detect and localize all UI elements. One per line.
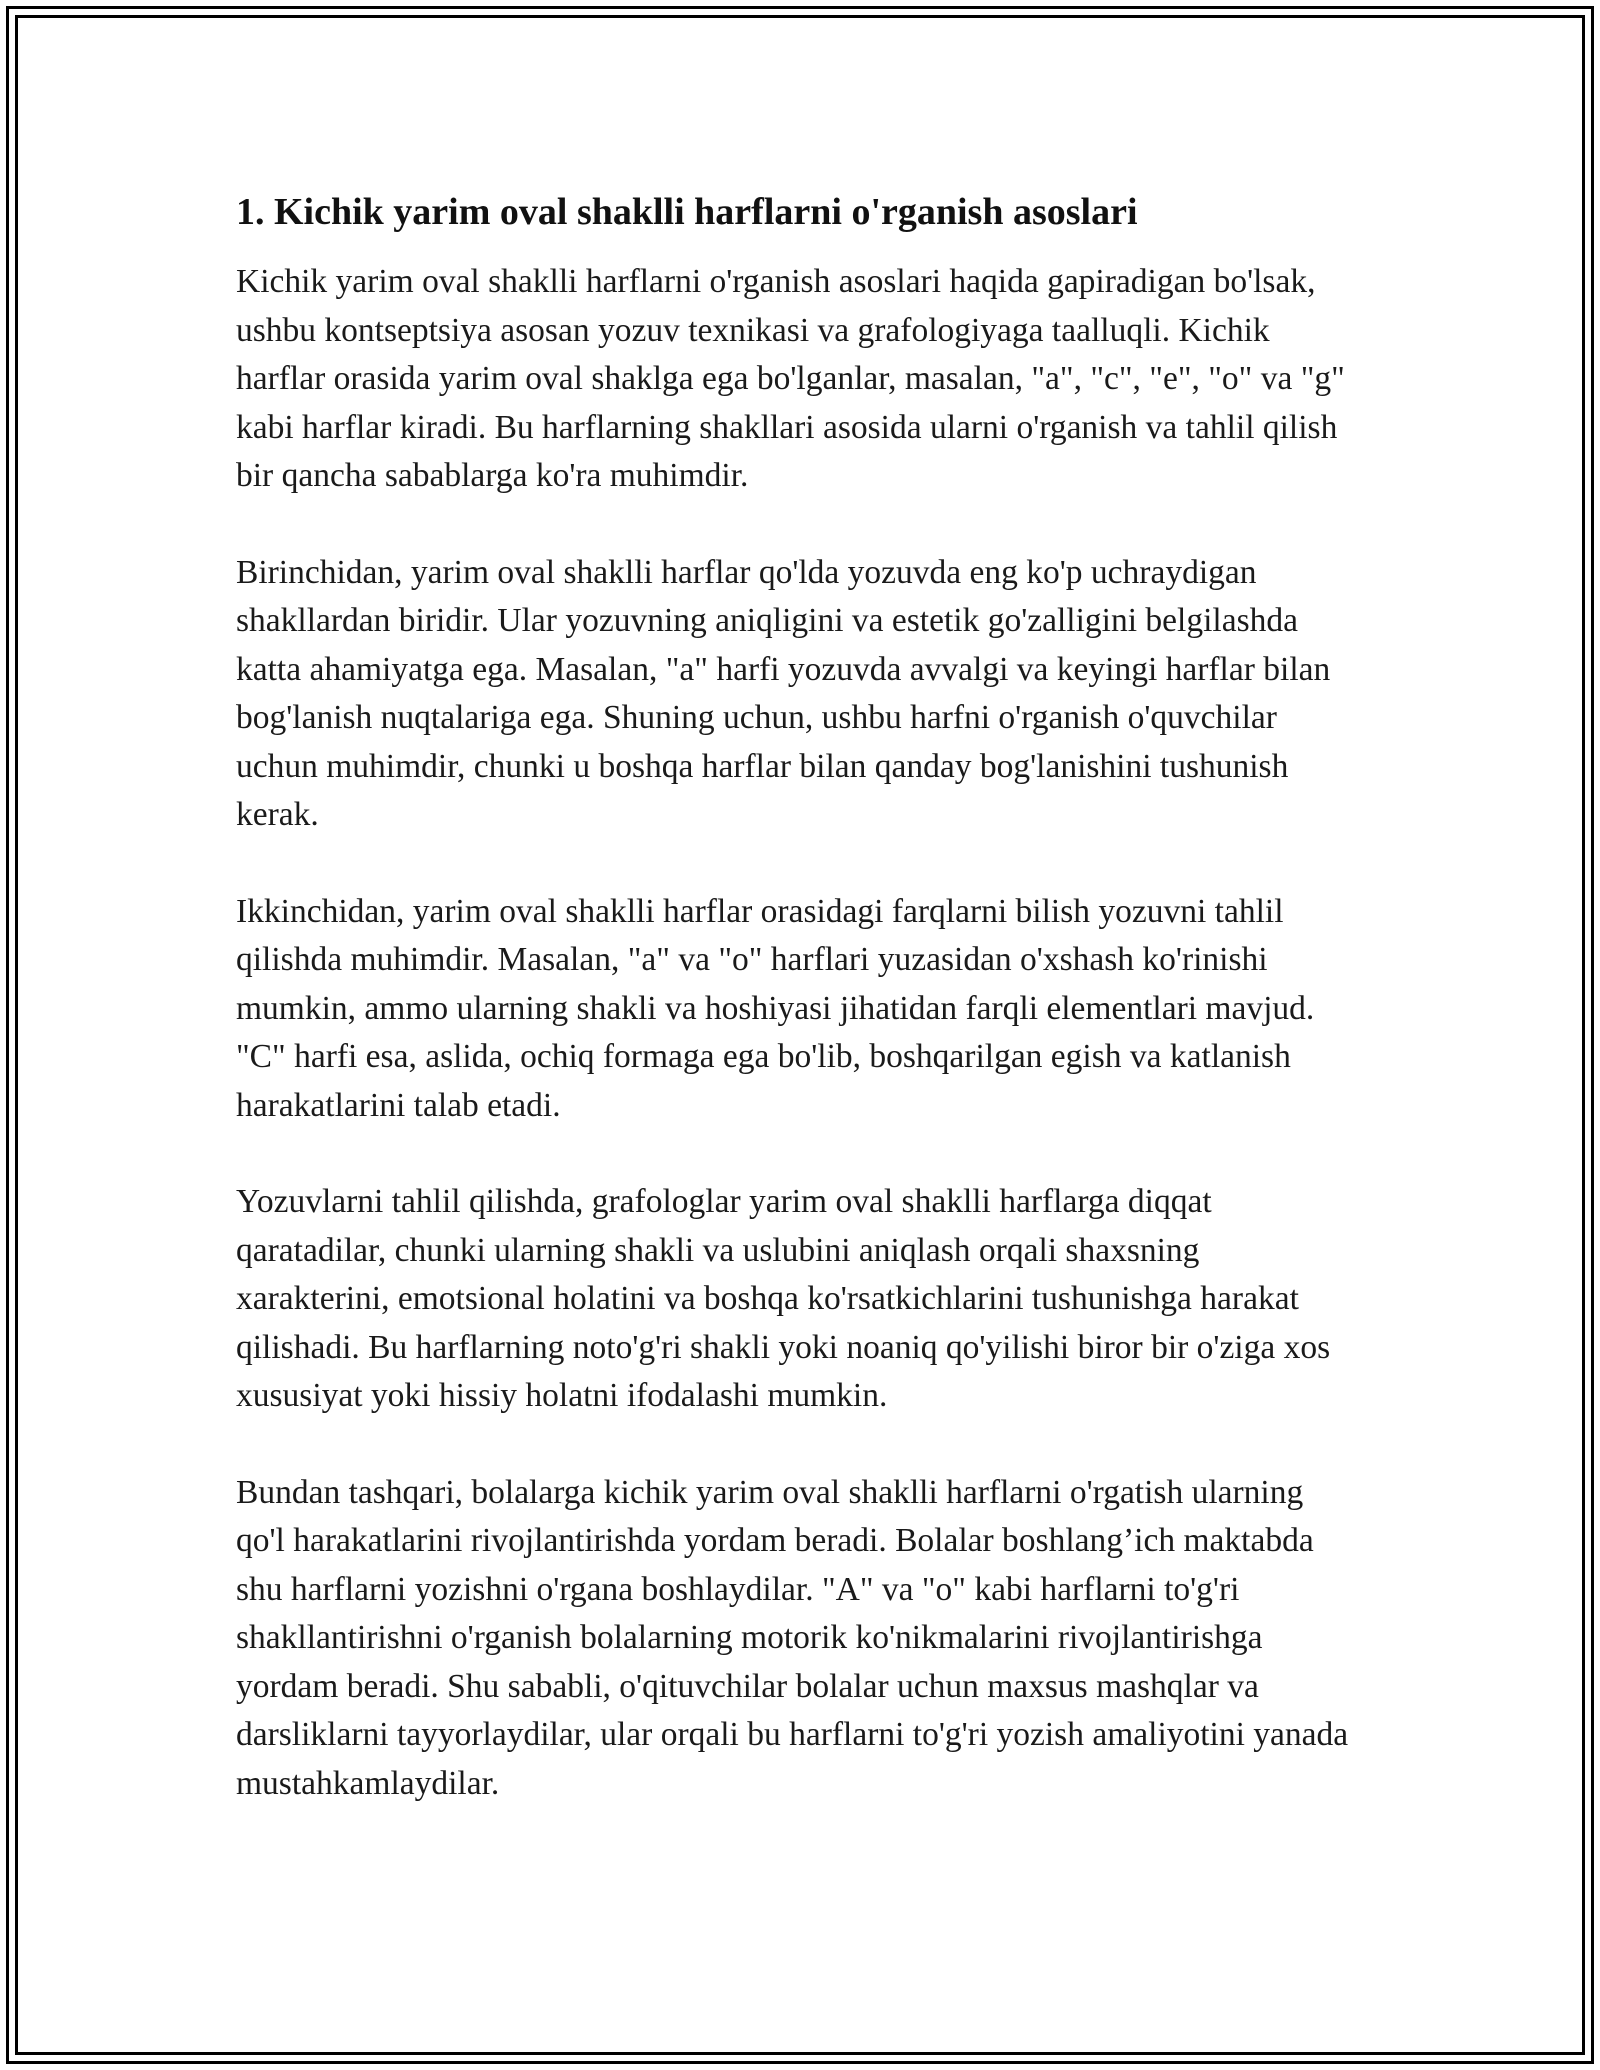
paragraph-5: Bundan tashqari, bolalarga kichik yarim oval shaklli harflarni o'rgatish ularning qo'l harakatlarini rivojlantirishda yordam beradi. Bolalar boshlang’ich maktabda shu harflarni yozishni o'rgana boshlaydilar. "A" va "o" kabi harflarni to'g'ri shakllantirishni o'rganish bolalarning motorik ko'nikmalarini rivojlantirishga yordam beradi. Shu sababli, o'qituvchilar bolalar uchun maxsus mashqlar va darsliklarni tayyorlaydilar, ular orqali bu harflarni to'g'ri yozish amaliyotini yanada mustahkamlaydilar. bbox=[236, 1473, 1349, 1802]
section-heading: 1. Kichik yarim oval shaklli harflarni o'rganish asoslari bbox=[236, 191, 1138, 233]
document-body bbox=[236, 188, 1360, 1856]
paragraph-1: Kichik yarim oval shaklli harflarni o'rganish asoslari haqida gapiradigan bo'lsak, ushbu kontseptsiya asosan yozuv texnikasi va grafologiyaga taalluqli. Kichik harflar orasida yarim oval shaklga ega bo'lganlar, masalan, "a", "c", "e", "o" va "g" kabi harflar kiradi. Bu harflarning shakllari asosida ularni o'rganish va tahlil qilish bir qancha sabablarga ko'ra muhimdir. bbox=[236, 263, 1345, 494]
paragraph-2: Birinchidan, yarim oval shaklli harflar qo'lda yozuvda eng ko'p uchraydigan shakllardan biridir. Ular yozuvning aniqligini va estetik go'zalligini belgilashda katta ahamiyatga ega. Masalan, "a" harfi yozuvda avvalgi va keyingi harflar bilan bog'lanish nuqtalariga ega. Shuning uchun, ushbu harfni o'rganish o'quvchilar uchun muhimdir, chunki u boshqa harflar bilan qanday bog'lanishini tushunish kerak. bbox=[236, 553, 1331, 833]
paragraph-4: Yozuvlarni tahlil qilishda, grafologlar yarim oval shaklli harflarga diqqat qaratadilar, chunki ularning shakli va uslubini aniqlash orqali shaxsning xarakterini, emotsional holatini va boshqa ko'rsatkichlarini tushunishga harakat qilishadi. Bu harflarning noto'g'ri shakli yoki noaniq qo'yilishi biror bir o'ziga xos xususiyat yoki hissiy holatni ifodalashi mumkin. bbox=[236, 1183, 1331, 1414]
paragraph-3: Ikkinchidan, yarim oval shaklli harflar orasidagi farqlarni bilish yozuvni tahlil qilishda muhimdir. Masalan, "a" va "o" harflari yuzasidan o'xshash ko'rinishi mumkin, ammo ularning shakli va hoshiyasi jihatidan farqli elementlari mavjud. "C" harfi esa, aslida, ochiq formaga ega bo'lib, boshqarilgan egish va katlanish harakatlarini talab etadi. bbox=[236, 892, 1315, 1124]
